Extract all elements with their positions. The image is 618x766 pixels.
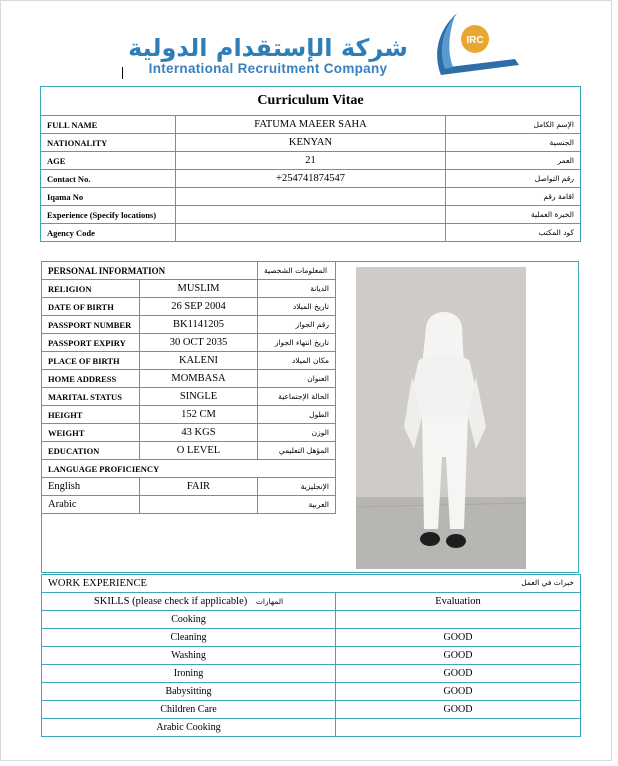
cv-row xyxy=(41,206,581,224)
skills-header xyxy=(42,593,336,611)
personal-row-value: KALENI xyxy=(140,352,258,370)
skill-name: Babysitting xyxy=(42,683,336,701)
personal-row xyxy=(42,424,336,442)
personal-row-value: BK1141205 xyxy=(140,316,258,334)
language-label: Arabic xyxy=(42,496,140,514)
cv-row-value: FATUMA MAEER SAHA xyxy=(176,116,446,134)
skill-name: Washing xyxy=(42,647,336,665)
cv-row-label: Agency Code xyxy=(41,224,176,242)
personal-row-value: 26 SEP 2004 xyxy=(140,298,258,316)
language-row xyxy=(42,478,336,496)
skill-evaluation xyxy=(336,611,581,629)
language-row xyxy=(42,496,336,514)
skills-table xyxy=(41,574,581,737)
text-cursor xyxy=(122,67,123,79)
cv-row-arabic: الإسم الكامل xyxy=(446,116,581,134)
skill-row xyxy=(42,611,581,629)
personal-row-value: MOMBASA xyxy=(140,370,258,388)
skill-name: Cooking xyxy=(42,611,336,629)
personal-header: PERSONAL INFORMATION xyxy=(42,262,258,280)
skill-evaluation: GOOD xyxy=(336,665,581,683)
personal-row xyxy=(42,298,336,316)
skill-name: Ironing xyxy=(42,665,336,683)
language-arabic: الإنجليزية xyxy=(258,478,336,496)
personal-row-arabic: رقم الجواز xyxy=(258,316,336,334)
cv-row xyxy=(41,116,581,134)
cv-row xyxy=(41,224,581,242)
cv-table xyxy=(40,86,581,242)
personal-row-label: WEIGHT xyxy=(42,424,140,442)
personal-row-label: PASSPORT NUMBER xyxy=(42,316,140,334)
skill-row xyxy=(42,701,581,719)
personal-row-value: O LEVEL xyxy=(140,442,258,460)
personal-row-value: SINGLE xyxy=(140,388,258,406)
skill-evaluation: GOOD xyxy=(336,701,581,719)
skill-row xyxy=(42,665,581,683)
company-logo-icon xyxy=(419,9,521,79)
personal-row-arabic: تاريخ الميلاد xyxy=(258,298,336,316)
personal-row-label: DATE OF BIRTH xyxy=(42,298,140,316)
work-experience-header xyxy=(42,575,581,593)
work-experience-arabic: خبرات في العمل xyxy=(521,578,574,587)
skill-evaluation xyxy=(336,719,581,737)
personal-row-arabic: العنوان xyxy=(258,370,336,388)
candidate-photo-image xyxy=(356,267,526,569)
skill-name: Arabic Cooking xyxy=(42,719,336,737)
cv-row-arabic: العمر xyxy=(446,152,581,170)
cv-row-arabic: رقم التواصل xyxy=(446,170,581,188)
personal-row-arabic: تاريخ انتهاء الجواز xyxy=(258,334,336,352)
skill-evaluation: GOOD xyxy=(336,629,581,647)
language-level xyxy=(140,496,258,514)
language-header: LANGUAGE PROFICIENCY xyxy=(42,460,336,478)
cv-row-value: KENYAN xyxy=(176,134,446,152)
cv-row-value: +254741874547 xyxy=(176,170,446,188)
personal-row-arabic: المؤهل التعليمي xyxy=(258,442,336,460)
cv-row-label: NATIONALITY xyxy=(41,134,176,152)
skill-name: Children Care xyxy=(42,701,336,719)
personal-row xyxy=(42,280,336,298)
skill-row xyxy=(42,719,581,737)
personal-row xyxy=(42,352,336,370)
personal-row xyxy=(42,316,336,334)
cv-row-value xyxy=(176,224,446,242)
personal-row-label: PLACE OF BIRTH xyxy=(42,352,140,370)
personal-row-arabic: الطول xyxy=(258,406,336,424)
language-label: English xyxy=(42,478,140,496)
personal-row-label: RELIGION xyxy=(42,280,140,298)
personal-row-value: 152 CM xyxy=(140,406,258,424)
personal-row xyxy=(42,388,336,406)
cv-row-label: FULL NAME xyxy=(41,116,176,134)
work-experience-label: WORK EXPERIENCE xyxy=(48,577,147,589)
skill-row xyxy=(42,629,581,647)
cv-row-value: 21 xyxy=(176,152,446,170)
personal-row-arabic: الديانة xyxy=(258,280,336,298)
cv-row xyxy=(41,188,581,206)
skill-name: Cleaning xyxy=(42,629,336,647)
personal-row-label: PASSPORT EXPIRY xyxy=(42,334,140,352)
personal-row-label: HEIGHT xyxy=(42,406,140,424)
personal-row-arabic: مكان الميلاد xyxy=(258,352,336,370)
personal-row-value: MUSLIM xyxy=(140,280,258,298)
logo-mark-text: IRC xyxy=(466,35,484,46)
cv-row-label: Contact No. xyxy=(41,170,176,188)
cv-row-arabic: الخبرة العملية xyxy=(446,206,581,224)
personal-row-label: MARITAL STATUS xyxy=(42,388,140,406)
skill-evaluation: GOOD xyxy=(336,647,581,665)
cv-row-arabic: كود المكتب xyxy=(446,224,581,242)
personal-row-arabic: الحالة الإجتماعية xyxy=(258,388,336,406)
skills-header-arabic: المهارات xyxy=(255,596,284,606)
skills-header-label: SKILLS (please check if applicable) xyxy=(93,595,248,607)
cv-row-value xyxy=(176,188,446,206)
skill-row xyxy=(42,647,581,665)
personal-row-label: HOME ADDRESS xyxy=(42,370,140,388)
personal-row-value: 30 OCT 2035 xyxy=(140,334,258,352)
personal-row xyxy=(42,370,336,388)
cv-row xyxy=(41,152,581,170)
company-name-english: International Recruitment Company xyxy=(148,61,388,76)
cv-row xyxy=(41,170,581,188)
skill-row xyxy=(42,683,581,701)
skill-evaluation: GOOD xyxy=(336,683,581,701)
cv-row-arabic: الجنسية xyxy=(446,134,581,152)
personal-row xyxy=(42,406,336,424)
personal-table xyxy=(41,261,336,514)
language-arabic: العربية xyxy=(258,496,336,514)
personal-row-arabic: الوزن xyxy=(258,424,336,442)
personal-row xyxy=(42,334,336,352)
personal-header-arabic: المعلومات الشخصية xyxy=(258,262,336,280)
cv-row-label: AGE xyxy=(41,152,176,170)
cv-row xyxy=(41,134,581,152)
personal-row xyxy=(42,442,336,460)
cv-row-label: Experience (Specify locations) xyxy=(41,206,176,224)
personal-row-value: 43 KGS xyxy=(140,424,258,442)
cv-row-value xyxy=(176,206,446,224)
candidate-photo xyxy=(356,267,526,569)
cv-row-label: Iqama No xyxy=(41,188,176,206)
cv-row-arabic: اقامة رقم xyxy=(446,188,581,206)
evaluation-header: Evaluation xyxy=(336,593,581,611)
cv-title: Curriculum Vitae xyxy=(41,87,581,116)
personal-row-label: EDUCATION xyxy=(42,442,140,460)
company-name-arabic: شركة الإستقدام الدولية xyxy=(128,34,408,62)
language-level: FAIR xyxy=(140,478,258,496)
